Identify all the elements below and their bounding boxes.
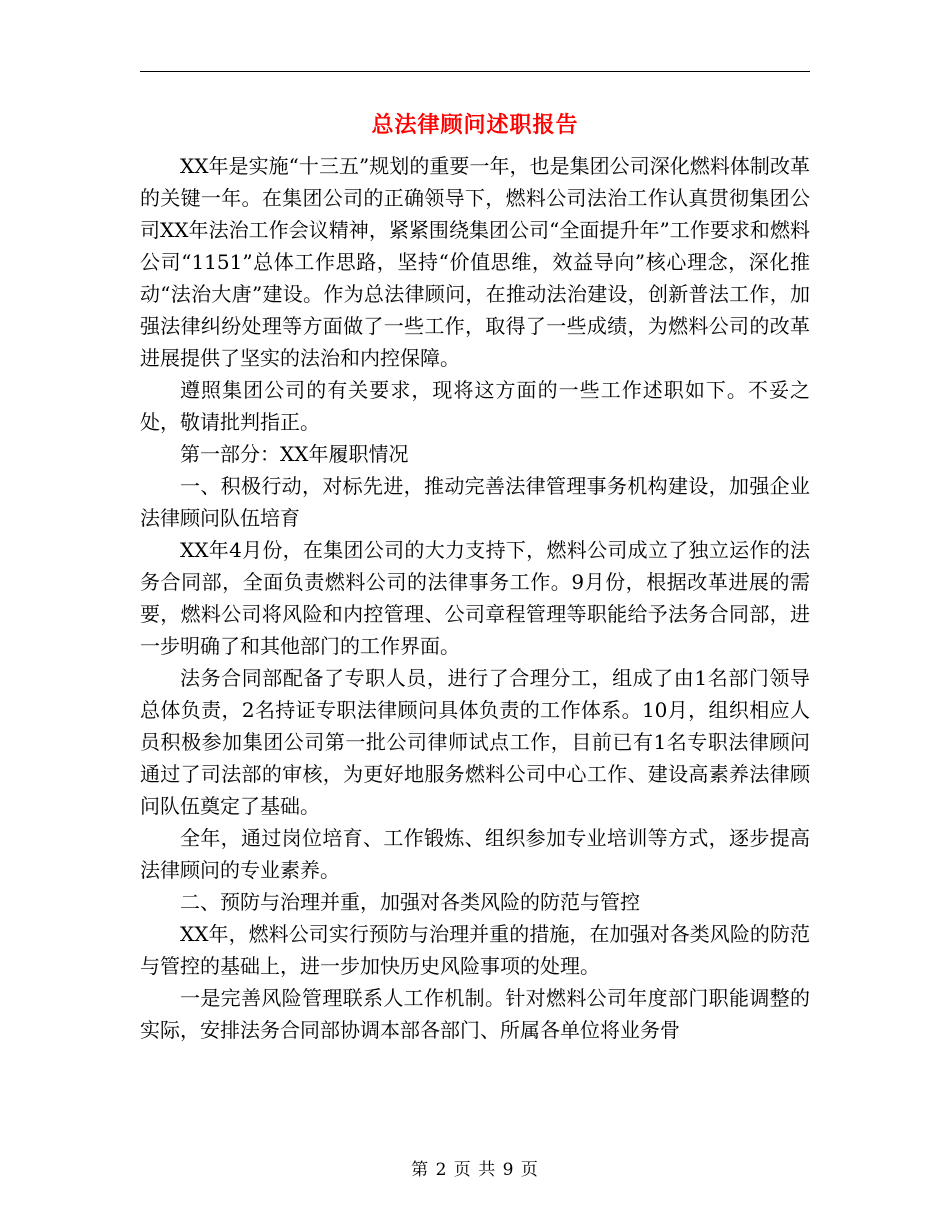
paragraph-legal-department: XX年4月份，在集团公司的大力支持下，燃料公司成立了独立运作的法务合同部，全面负责燃料公司的法律事务工作。9月份，根据改革进展的需要，燃料公司将风险和内控管理、公司章程管理等职能给予法务合同部，进一步明确了和其他部门的工作界面。 xyxy=(140,538,810,658)
paragraph-staffing: 法务合同部配备了专职人员，进行了合理分工，组成了由1名部门领导总体负责，2名持证专职法律顾问具体负责的工作体系。10月，组织相应人员积极参加集团公司第一批公司律师试点工作，目前已有1名专职法律顾问通过了司法部的审核，为更好地服务燃料公司中心工作、建设高素养法律顾问队伍奠定了基础。 xyxy=(140,666,810,818)
document-title: 总法律顾问述职报告 xyxy=(371,112,579,138)
section-heading-part-one: 第一部分：XX年履职情况 xyxy=(180,442,409,466)
paragraph-intro: XX年是实施“十三五”规划的重要一年，也是集团公司深化燃料体制改革的关键一年。在集团公司的正确领导下，燃料公司法治工作认真贯彻集团公司XX年法治工作会议精神，紧紧围绕集团公司“全面提升年”工作要求和燃料公司“1151”总体工作思路，坚持“价值思维，效益导向”核心理念，深化推动“法治大唐”建设。作为总法律顾问，在推动法治建设，创新普法工作，加强法律纠纷处理等方面做了一些工作，取得了一些成绩，为燃料公司的改革进展提供了坚实的法治和内控保障。 xyxy=(140,154,810,370)
subsection-heading-two: 二、预防与治理并重，加强对各类风险的防范与管控 xyxy=(180,890,640,914)
paragraph-risk-control: XX年，燃料公司实行预防与治理并重的措施，在加强对各类风险的防范与管控的基础上，进一步加快历史风险事项的处理。 xyxy=(140,922,810,978)
subsection-heading-one: 一、积极行动，对标先进，推动完善法律管理事务机构建设，加强企业法律顾问队伍培育 xyxy=(140,474,810,530)
paragraph-risk-contacts: 一是完善风险管理联系人工作机制。针对燃料公司年度部门职能调整的实际，安排法务合同部协调本部各部门、所属各单位将业务骨 xyxy=(140,986,810,1042)
document-body xyxy=(140,150,810,1046)
page-number-footer: 第 2 页 共 9 页 xyxy=(411,1160,539,1180)
paragraph-report-purpose: 遵照集团公司的有关要求，现将这方面的一些工作述职如下。不妥之处，敬请批判指正。 xyxy=(140,378,810,434)
header-rule xyxy=(140,71,810,72)
paragraph-training: 全年，通过岗位培育、工作锻炼、组织参加专业培训等方式，逐步提高法律顾问的专业素养。 xyxy=(140,826,810,882)
